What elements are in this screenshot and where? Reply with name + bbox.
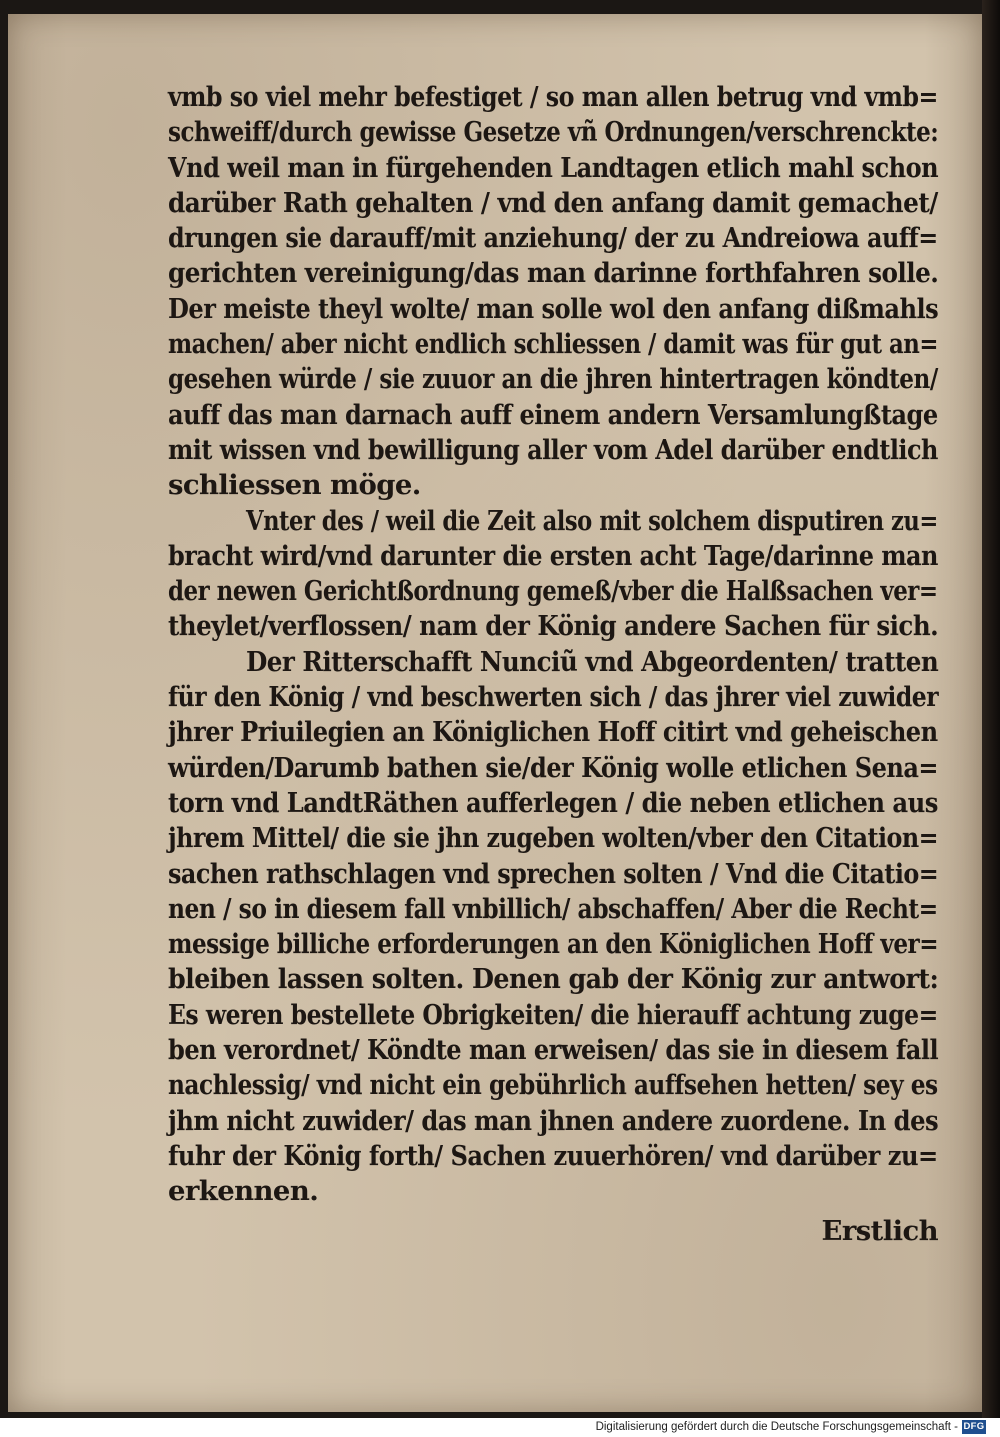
text-line: gerichten vereinigung/das man darinne forthfahren solle. xyxy=(168,257,939,290)
text-line: messige billiche erforderungen an den Königlichen Hoff ver= xyxy=(168,928,939,961)
text-line: gesehen würde / sie zuuor an die jhren hintertragen köndten/ xyxy=(168,363,938,396)
paragraph-start-line: Vnter des / weil die Zeit also mit solchem disputiren zu= xyxy=(246,504,938,537)
text-line: würden/Darumb bathen sie/der König wolle etlichen Sena= xyxy=(168,751,938,784)
text-line: auff das man darnach auff einem andern Versamlungßtage xyxy=(168,398,938,431)
dfg-logo-icon: DFG xyxy=(963,1421,985,1432)
book-page xyxy=(8,14,983,1412)
text-line: theylet/verflossen/ nam der König andere Sachen für sich. xyxy=(168,610,939,643)
paragraph-start-line: Der Ritterschafft Nunciũ vnd Abgeordenten/ tratten xyxy=(246,645,939,678)
funding-credit: Digitalisierung gefördert durch die Deutsche Forschungsgemeinschaft - xyxy=(595,1421,958,1433)
text-line: bleiben lassen solten. Denen gab der König zur antwort: xyxy=(168,963,939,996)
text-line: jhrem Mittel/ die sie jhn zugeben wolten/vber den Citation= xyxy=(168,822,939,855)
text-line: sachen rathschlagen vnd sprechen solten / Vnd die Citatio= xyxy=(168,857,939,890)
text-line: für den König / vnd beschwerten sich / das jhrer viel zuwider xyxy=(168,681,939,714)
text-line: jhrer Priuilegien an Königlichen Hoff citirt vnd geheischen xyxy=(168,716,938,749)
text-line: drungen sie darauff/mit anziehung/ der zu Andreiowa auff= xyxy=(168,222,938,255)
text-line: schliessen möge. xyxy=(168,469,421,502)
text-line: schweiff/durch gewisse Gesetze vñ Ordnungen/verschrenckte: xyxy=(168,116,939,149)
text-line: jhm nicht zuwider/ das man jhnen andere zuordene. In des xyxy=(168,1104,939,1137)
text-line: erkennen. xyxy=(168,1175,319,1208)
text-line: darüber Rath gehalten / vnd den anfang damit gemachet/ xyxy=(168,186,938,219)
text-line: mit wissen vnd bewilligung aller vom Adel darüber endtlich xyxy=(168,433,938,466)
text-line: Es weren bestellete Obrigkeiten/ die hierauff achtung zuge= xyxy=(168,998,938,1031)
text-line: nachlessig/ vnd nicht ein gebührlich auffsehen hetten/ sey es xyxy=(168,1069,938,1102)
text-line: der newen Gerichtßordnung gemeß/vber die Halßsachen ver= xyxy=(168,575,938,608)
page-text xyxy=(168,80,948,1254)
text-line: fuhr der König forth/ Sachen zuuerhören/ vnd darüber zu= xyxy=(168,1139,938,1172)
text-line: Der meiste theyl wolte/ man solle wol den anfang dißmahls xyxy=(168,292,939,325)
text-line: vmb so viel mehr befestiget / so man allen betrug vnd vmb= xyxy=(168,81,938,113)
text-line: Vnd weil man in fürgehenden Landtagen etlich mahl schon xyxy=(168,151,939,184)
text-line: machen/ aber nicht endlich schliessen / damit was für gut an= xyxy=(168,328,939,361)
text-line: ben verordnet/ Köndte man erweisen/ das sie in diesem fall xyxy=(168,1034,939,1067)
catchword: Erstlich xyxy=(821,1214,938,1247)
book-spine-shadow xyxy=(982,0,1000,1418)
text-line: nen / so in diesem fall vnbillich/ abschaffen/ Aber die Recht= xyxy=(168,892,938,925)
footer-bar xyxy=(0,1418,1000,1437)
text-line: torn vnd LandtRäthen aufferlegen / die neben etlichen aus xyxy=(168,786,938,819)
text-line: bracht wird/vnd darunter die ersten acht Tage/darinne man xyxy=(168,539,938,572)
